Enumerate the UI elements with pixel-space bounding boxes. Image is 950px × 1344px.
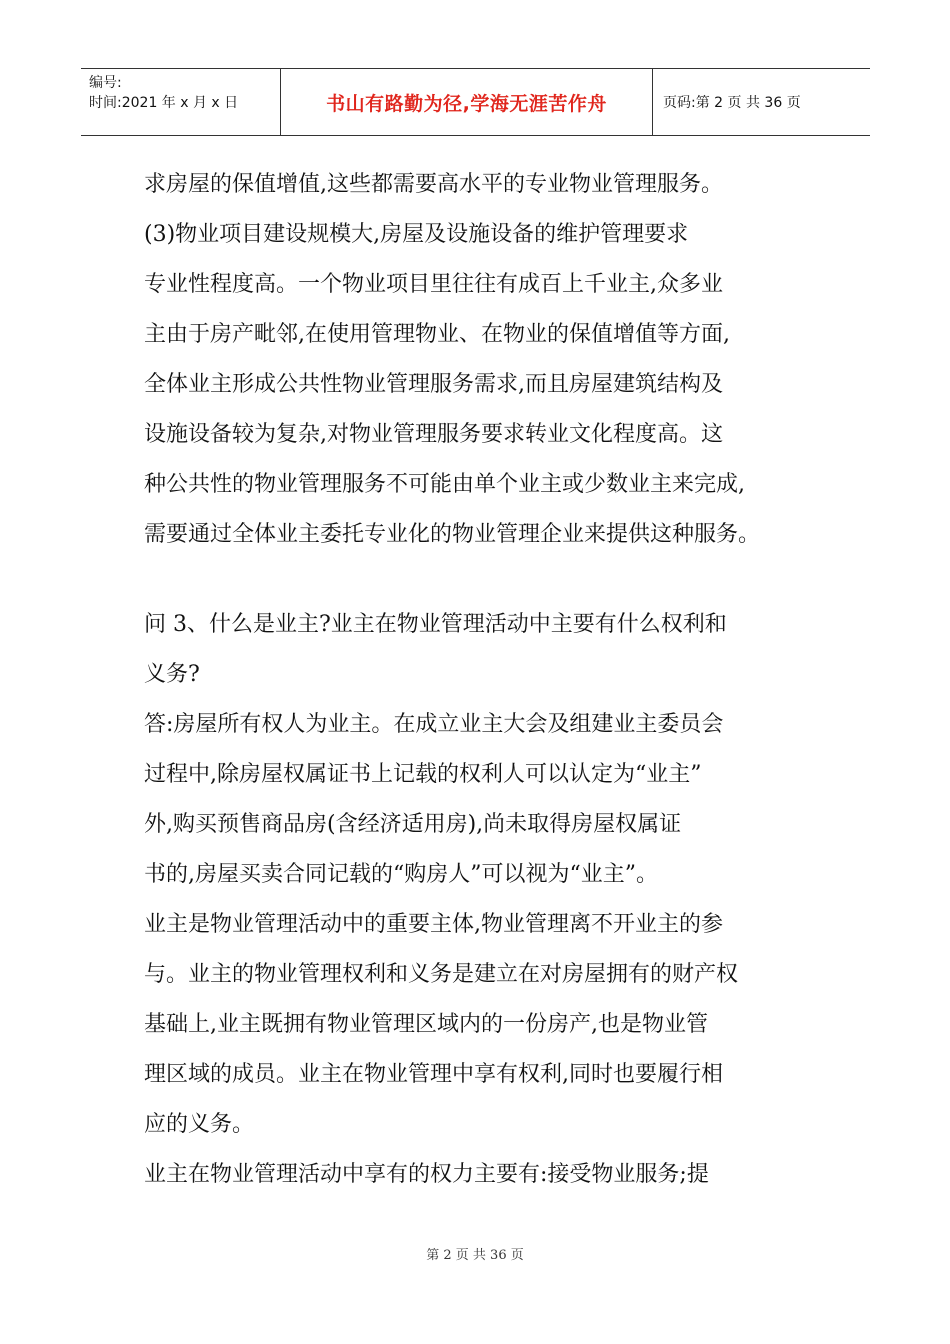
text-line: 求房屋的保值增值,这些都需要高水平的专业物业管理服务。: [144, 172, 723, 197]
text-line: 全体业主形成公共性物业管理服务需求,而且房屋建筑结构及: [144, 372, 723, 397]
paragraph-block-1: [144, 160, 814, 560]
question-line: 问 3、什么是业主?业主在物业管理活动中主要有什么权利和: [144, 612, 727, 637]
header-page-info: 页码:第 2 页 共 36 页: [663, 95, 801, 111]
document-body: [144, 160, 814, 1200]
text-line: 理区域的成员。业主在物业管理中享有权利,同时也要履行相: [144, 1062, 723, 1087]
text-line: (3)物业项目建设规模大,房屋及设施设备的维护管理要求: [144, 222, 689, 247]
text-line: 需要通过全体业主委托专业化的物业管理企业来提供这种服务。: [144, 522, 761, 547]
text-line: 外,购买预售商品房(含经济适用房),尚未取得房屋权属证: [144, 812, 682, 837]
header-motto: 书山有路勤为径,学海无涯苦作舟: [281, 69, 653, 135]
text-line: 应的义务。: [144, 1112, 255, 1137]
text-line: 过程中,除房屋权属证书上记载的权利人可以认定为“业主”: [144, 762, 702, 787]
text-line: 业主是物业管理活动中的重要主体,物业管理离不开业主的参: [144, 912, 723, 937]
document-number-label: 编号:: [89, 75, 122, 91]
text-line: 专业性程度高。一个物业项目里往往有成百上千业主,众多业: [144, 272, 723, 297]
text-line: 设施设备较为复杂,对物业管理服务要求转业文化程度高。这: [144, 422, 723, 447]
header-meta: [81, 69, 281, 135]
page-header: [81, 68, 870, 136]
paragraph-gap: [144, 560, 814, 600]
answer-line: 答:房屋所有权人为业主。在成立业主大会及组建业主委员会: [144, 712, 724, 737]
text-line: 与。业主的物业管理权利和义务是建立在对房屋拥有的财产权: [144, 962, 739, 987]
text-line: 基础上,业主既拥有物业管理区域内的一份房产,也是物业管: [144, 1012, 708, 1037]
text-line: 种公共性的物业管理服务不可能由单个业主或少数业主来完成,: [144, 472, 745, 497]
text-line: 书的,房屋买卖合同记载的“购房人”可以视为“业主”。: [144, 862, 658, 887]
paragraph-block-2: [144, 600, 814, 1200]
text-line: 主由于房产毗邻,在使用管理物业、在物业的保值增值等方面,: [144, 322, 730, 347]
page-footer: 第 2 页 共 36 页: [426, 1248, 524, 1263]
text-line: 义务?: [144, 662, 200, 687]
document-date: 时间:2021 年 x 月 x 日: [89, 95, 239, 111]
text-line: 业主在物业管理活动中享有的权力主要有:接受物业服务;提: [144, 1162, 709, 1187]
